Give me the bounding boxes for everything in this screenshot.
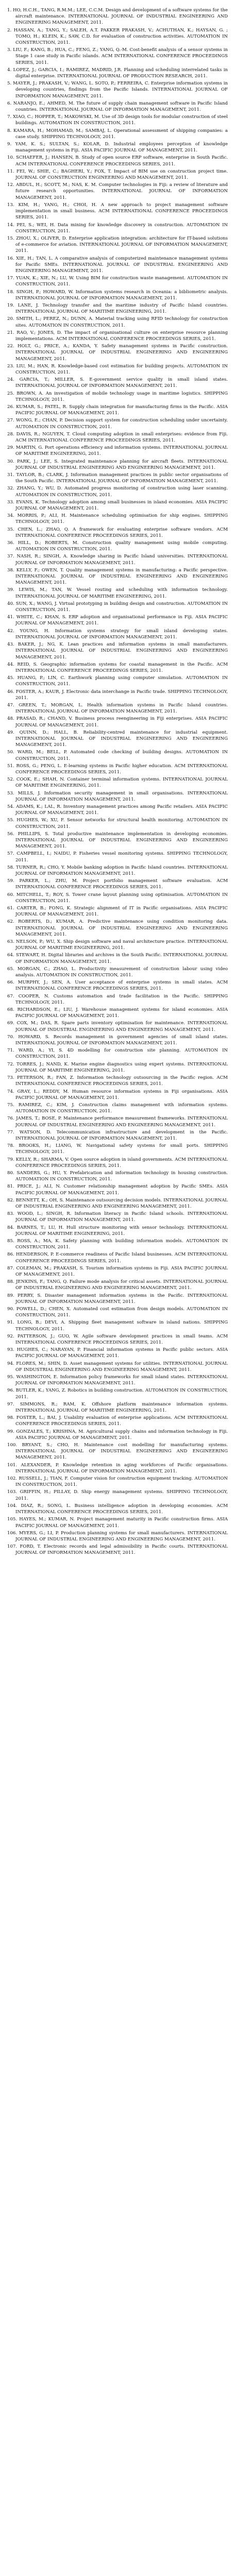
reference-entry: 106. MYERS, G.; LI, P. Production planning systems for small manufacturers. INTERNATIONAL JOURNAL OF INDUSTRIAL ENGINEERING AND ENGINEERING MANAGEMENT, 2011. — [7, 1530, 228, 1542]
reference-entry: 77. WATSON, D. Telecommunication infrastructure and development in the Pacific. INTERNATIONAL JOURNAL OF INFORMATION MANAGEMENT, 2011. — [7, 1129, 228, 1141]
reference-entry: 46. FOSTER, A.; KAUR, J. Electronic data interchange in Pacific trade. SHIPPING TECHNOLOGY, 2011. — [7, 689, 228, 701]
reference-entry: 53. MILLS, J. Information security management in small organisations. INTERNATIONAL JOURNAL OF INFORMATION MANAGEMENT, 2011. — [7, 790, 228, 802]
reference-entry: 25. BROWN, A. An investigation of mobile technology usage in maritime logistics. SHIPPING TECHNOLOGY, 2011. — [7, 391, 228, 402]
reference-entry: 21. RAO, V.; JONES, D. The impact of organisational culture on enterprise resource planning implementations. ACM INTERNATIONAL CONFERENCE PROCEEDINGS SERIES, 2011. — [7, 330, 228, 342]
reference-entry: 84. BARNES, T.; LU, H. Hull structure monitoring with sensor technology. INTERNATIONAL JOURNAL OF MARITIME ENGINEERING, 2011. — [7, 1225, 228, 1236]
reference-entry: 19. LANE, J. Technology transfer and the maritime industry of Pacific Island countries. INTERNATIONAL JOURNAL OF MARITIME ENGINEERING, 2011. — [7, 302, 228, 315]
reference-entry: 30. PARK, J.; LEE, S. Integrated maintenance planning for aircraft fleets. INTERNATIONAL JOURNAL OF INDUSTRIAL ENGINEERING AND ENGINEERING MANAGEMENT, 2011. — [7, 459, 228, 470]
reference-entry: 14. PEI, S.; WEI, H. Data mining for knowledge discovery in construction. AUTOMATION IN CONSTRUCTION, 2011. — [7, 222, 228, 234]
reference-entry: 104. DIAZ, R.; SONG, L. Business intelligence adoption in developing economies. ACM INTERNATIONAL CONFERENCE PROCEEDINGS SERIES, 2011. — [7, 1503, 228, 1515]
reference-entry: 39. LEWIS, M.; TAN, W. Vessel routing and scheduling with information technology. INTERNATIONAL JOURNAL OF MARITIME ENGINEERING, 2011. — [7, 587, 228, 599]
reference-entry: 65. MORGAN, C.; ZHAO, L. Productivity measurement of construction labour using video analysis. AUTOMATION IN CONSTRUCTION, 2011. — [7, 966, 228, 978]
reference-entry: 7. XIAO, C.; HOPPER, T.; MAKOWSKI, M. Use of 3D design tools for modular construction of steel buildings. AUTOMATION IN CONSTRUCTION, 2011. — [7, 114, 228, 126]
reference-entry: 69. COX, M.; DAS, R. Spare parts inventory optimisation for maintenance. INTERNATIONAL JOURNAL OF INDUSTRIAL ENGINEERING AND ENGINEERING MANAGEMENT, 2011. — [7, 1021, 228, 1032]
reference-entry: 88. JENKINS, F.; TANG, Q. Failure mode analysis for critical assets. INTERNATIONAL JOURNAL OF INDUSTRIAL ENGINEERING AND ENGINEERING MANAGEMENT, 2011. — [7, 1279, 228, 1291]
reference-entry: 27. WONG, E.; CHAN, P. Decision support system for construction scheduling under uncertainty. AUTOMATION IN CONSTRUCTION, 2011. — [7, 418, 228, 430]
reference-entry: 90. POWELL, D.; CHEN, X. Automated cost estimation from design models. AUTOMATION IN CONSTRUCTION, 2011. — [7, 1307, 228, 1318]
reference-entry: 10. SCHAEFER, J.; HANSEN, B. Study of open source ERP software, enterprise in South Pacific. ACM INTERNATIONAL CONFERENCE PROCEEDINGS SERIES, 2011. — [7, 155, 228, 167]
reference-entry: 1. HO, H.C.H., TANG, R.M.M.; LEE, C.C.M. Design and development of a software systems for the aircraft maintenance. INTERNATIONAL JOURNAL OF INDUSTRIAL ENGINEERING AND ENGINEERING MANAGEMENT, 2011. — [7, 8, 228, 26]
reference-entry: 66. MURPHY, J.; SEN, A. User acceptance of enterprise systems in small states. ACM INTERNATIONAL CONFERENCE PROCEEDINGS SERIES, 2011. — [7, 980, 228, 992]
reference-entry: 45. HUANG, P.; LIN, C. Earthwork planning using computer simulation. AUTOMATION IN CONSTRUCTION, 2011. — [7, 675, 228, 687]
reference-entry: 24. GARCIA, T.; MILLER, S. E-government service quality in small island states. INTERNATIONAL JOURNAL OF INFORMATION MANAGEMENT, 2011. — [7, 377, 228, 389]
reference-entry: 23. LIU, M.; HAN, R. Knowledge-based cost estimation for building projects. AUTOMATION IN CONSTRUCTION, 2011. — [7, 363, 228, 375]
reference-entry: 54. ADAMS, K.; LAL, R. Inventory management practices among Pacific retailers. ASIA PACIFIC JOURNAL OF MANAGEMENT, 2011. — [7, 804, 228, 816]
reference-entry: 3. LIU, F.; KANG, B.; HUA, C.; FENG, Z.; YANG, Q.-M. Cost-benefit analysis of a sensor systems in Stage 1 case study in Pacific islands. ACM INTERNATIONAL CONFERENCE PROCEEDINGS SERIES, 2011. — [7, 47, 228, 65]
reference-entry: 72. TORRES, J.; NAND, K. Marine engine diagnostics using expert systems. INTERNATIONAL JOURNAL OF MARITIME ENGINEERING, 2011. — [7, 1061, 228, 1073]
reference-entry: 100. BRYANT, S.; CHO, H. Maintenance cost modelling for manufacturing systems. INTERNATIONAL JOURNAL OF INDUSTRIAL ENGINEERING AND ENGINEERING MANAGEMENT, 2011. — [7, 1443, 228, 1461]
reference-entry: 93. HUGHES, C.; NARAYAN, P. Financial information systems in Pacific public sectors. ASIA PACIFIC JOURNAL OF MANAGEMENT, 2011. — [7, 1347, 228, 1359]
reference-entry: 60. MITCHELL, T.; ROY, S. Tower crane layout planning using optimisation. AUTOMATION IN CONSTRUCTION, 2011. — [7, 892, 228, 904]
reference-entry: 107. FORD, T. Electronic records and legal admissibility in Pacific courts. INTERNATIONAL JOURNAL OF INFORMATION MANAGEMENT, 2011. — [7, 1544, 228, 1556]
reference-entry: 49. QUINN, D.; HALL, B. Reliability-centred maintenance for industrial equipment. INTERNATIONAL JOURNAL OF INDUSTRIAL ENGINEERING AND ENGINEERING MANAGEMENT, 2011. — [7, 730, 228, 748]
reference-entry: 58. TURNER, R.; CHO, Y. Mobile banking adoption in Pacific Island countries. INTERNATIONAL JOURNAL OF INFORMATION MANAGEMENT, 2011. — [7, 865, 228, 876]
reference-entry: 79. KELLY, R.; SHARMA, V. Open source adoption in island governments. ACM INTERNATIONAL CONFERENCE PROCEEDINGS SERIES, 2011. — [7, 1157, 228, 1168]
reference-entry: 29. MARTIN, G. Port operations efficiency and information systems. INTERNATIONAL JOURNAL OF MARITIME ENGINEERING, 2011. — [7, 445, 228, 457]
reference-entry: 37. NASH, R.; SINGH, A. Knowledge sharing in Pacific Island universities. INTERNATIONAL JOURNAL OF INFORMATION MANAGEMENT, 2011. — [7, 554, 228, 566]
reference-entry: 5. MAYER, J.; PRAKASH, V.; WANG, L. SOTO, P.; FERREIRA, C. Enterprise information systems in developing countries, findings from the Pacific Islands. INTERNATIONAL JOURNAL OF INFORMATION MANAGEMENT, 2011. — [7, 81, 228, 99]
reference-entry: 63. NELSON, P.; WU, X. Ship design software and naval architecture practice. INTERNATIONAL JOURNAL OF MARITIME ENGINEERING, 2011. — [7, 939, 228, 951]
reference-entry: 103. GRIFFIN, H.; PILLAY, D. Ship energy management systems. SHIPPING TECHNOLOGY, 2011. — [7, 1489, 228, 1501]
reference-entry: 9. YAM, K. S.; SULTAN, S.; KOLAR, D. Industrial employees perception of knowledge management systems in Fiji. ASIA PACIFIC JOURNAL OF MANAGEMENT, 2011. — [7, 142, 228, 154]
reference-entry: 86. HENDERSON, P. E-commerce readiness of Pacific Island businesses. ACM INTERNATIONAL CONFERENCE PROCEEDINGS SERIES, 2011. — [7, 1252, 228, 1264]
reference-entry: 82. BENNETT, K.; OH, S. Maintenance outsourcing decision models. INTERNATIONAL JOURNAL OF INDUSTRIAL ENGINEERING AND ENGINEERING MANAGEMENT, 2011. — [7, 1197, 228, 1209]
reference-entry: 102. RUSSELL, J.; TIAN, F. Computer vision for construction equipment tracking. AUTOMATION IN CONSTRUCTION, 2011. — [7, 1476, 228, 1488]
reference-entry: 74. GRAY, L.; REDDY, M. Human resource information systems in Fiji organisations. ASIA PACIFIC JOURNAL OF MANAGEMENT, 2011. — [7, 1089, 228, 1100]
reference-entry: 83. WOOD, L.; SINGH, R. Information literacy in Pacific Island schools. INTERNATIONAL JOURNAL OF INFORMATION MANAGEMENT, 2011. — [7, 1211, 228, 1223]
reference-entry: 96. BUTLER, K.; YANG, Z. Robotics in building construction. AUTOMATION IN CONSTRUCTION, 2011. — [7, 1388, 228, 1400]
reference-entry: 50. WARD, M.; BELL, P. Automated code checking of building designs. AUTOMATION IN CONSTRUCTION, 2011. — [7, 750, 228, 761]
reference-entry: 38. KELLY, F.; OWEN, T. Quality management systems in manufacturing: a Pacific perspective. INTERNATIONAL JOURNAL OF INDUSTRIAL ENGINEERING AND ENGINEERING MANAGEMENT, 2011. — [7, 567, 228, 586]
reference-entry: 11. FEI, W.; SHIE, C.; BAGHERI, Y.; FOX, T. Impact of BIM use on construction project time. JOURNAL OF CONSTRUCTION ENGINEERING AND MANAGEMENT, 2011. — [7, 168, 228, 181]
reference-entry: 47. GREEN, T.; MORGAN, L. Health information systems in Pacific Island countries. INTERNATIONAL JOURNAL OF INFORMATION MANAGEMENT, 2011. — [7, 702, 228, 715]
reference-entry: 52. COOK, E.; SHAH, N. Container terminal information systems. INTERNATIONAL JOURNAL OF MARITIME ENGINEERING, 2011. — [7, 777, 228, 789]
reference-entry: 13. KIM, H.; YANG, H.; CHOI, H. A new approach to project management software implementation in small business. ACM INTERNATIONAL CONFERENCE PROCEEDINGS SERIES, 2011. — [7, 202, 228, 221]
reference-entry: 33. EVANS, K. Technology adoption among small businesses in island economies. ASIA PACIFIC JOURNAL OF MANAGEMENT, 2011. — [7, 499, 228, 512]
reference-entry: 70. HOWARD, S. Records management in government agencies of small island states. INTERNATIONAL JOURNAL OF INFORMATION MANAGEMENT, 2011. — [7, 1034, 228, 1046]
reference-entry: 42. YOUNG, H. Information systems strategy for small island developing states. INTERNATIONAL JOURNAL OF INFORMATION MANAGEMENT, 2011. — [7, 628, 228, 640]
reference-entry: 85. ROSS, A.; MA, K. Safety planning with building information models. AUTOMATION IN CONSTRUCTION, 2011. — [7, 1238, 228, 1250]
reference-entry: 43. BAKER, J.; NG, K. Lean practices and information systems in small manufacturers. INTERNATIONAL JOURNAL OF INDUSTRIAL ENGINEERING AND ENGINEERING MANAGEMENT, 2011. — [7, 642, 228, 660]
reference-entry: 80. SANDERS, G.; HU, Y. Prefabrication and information technology in housing construction. AUTOMATION IN CONSTRUCTION, 2011. — [7, 1170, 228, 1182]
reference-entry: 101. ALEXANDER, P. Knowledge retention in aging workforces of Pacific organisations. INTERNATIONAL JOURNAL OF INFORMATION MANAGEMENT, 2011. — [7, 1462, 228, 1474]
reference-entry: 62. ROBERTS, D.; KUMAR, A. Predictive maintenance using condition monitoring data. INTERNATIONAL JOURNAL OF INDUSTRIAL ENGINEERING AND ENGINEERING MANAGEMENT, 2011. — [7, 919, 228, 937]
reference-entry: 61. CARTER, B.; FONG, K. Strategic alignment of IT in Pacific organisations. ASIA PACIFIC JOURNAL OF MANAGEMENT, 2011. — [7, 906, 228, 918]
reference-entry: 2. HASSAN, A.; TANG, Y.; SALEH, A.T. PAKKER PRAKASH, V.; ACHUTHAN, K.; HAYSAN, G. ; TOMO, H.; KLEIN, K.; SAW, C.D. for evaluation of construction activities. AUTOMATION IN CONSTRUCTION, 2011. — [7, 27, 228, 46]
reference-entry: 36. HILL, D.; ROBERTS, M. Construction quality management using mobile computing. AUTOMATION IN CONSTRUCTION, 2011. — [7, 540, 228, 552]
reference-entry: 16. XIE, H.; TAN, L. A comparative analysis of computerized maintenance management systems for Pacific SMEs. INTERNATIONAL JOURNAL OF INDUSTRIAL ENGINEERING AND ENGINEERING MANAGEMENT, 2011. — [7, 256, 228, 274]
reference-entry: 68. RICHARDSON, E.; LIU, J. Warehouse management systems for island economies. ASIA PACIFIC JOURNAL OF MANAGEMENT, 2011. — [7, 1007, 228, 1019]
reference-entry: 59. PARKER, L.; ZHU, M. Project portfolio management software evaluation. ACM INTERNATIONAL CONFERENCE PROCEEDINGS SERIES, 2011. — [7, 878, 228, 890]
reference-entry: 48. PRASAD, R.; CHAND, V. Business process reengineering in Fiji enterprises. ASIA PACIFIC JOURNAL OF MANAGEMENT, 2011. — [7, 716, 228, 728]
reference-entry: 98. FOSTER, L.; BAI, J. Usability evaluation of enterprise applications. ACM INTERNATIONAL CONFERENCE PROCEEDINGS SERIES, 2011. — [7, 1415, 228, 1427]
reference-entry: 51. ROSS, G.; PENG, L. E-learning systems in Pacific higher education. ACM INTERNATIONAL CONFERENCE PROCEEDINGS SERIES, 2011. — [7, 763, 228, 775]
reference-entry: 92. PATTERSON, J.; GUO, W. Agile software development practices in small teams. ACM INTERNATIONAL CONFERENCE PROCEEDINGS SERIES, 2011. — [7, 1333, 228, 1346]
reference-entry: 17. YUAN, K.; XIE, N.; LU, W. Using BIM for construction waste management. AUTOMATION IN CONSTRUCTION, 2011. — [7, 276, 228, 287]
reference-entry: 105. HAYES, M.; KUMAR, N. Project management maturity in Pacific construction firms. ASIA PACIFIC JOURNAL OF MANAGEMENT, 2011. — [7, 1517, 228, 1529]
reference-entry: 73. PETERSON, R.; FAN, Z. Information technology outsourcing in the Pacific region. ACM INTERNATIONAL CONFERENCE PROCEEDINGS SERIES, 2011. — [7, 1075, 228, 1087]
reference-entry: 75. RAMIREZ, C.; KIM, J. Construction claims management with information systems. AUTOMATION IN CONSTRUCTION, 2011. — [7, 1102, 228, 1114]
reference-entry: 57. CAMPBELL, I.; NAIDU, P. Fisheries vessel monitoring systems. SHIPPING TECHNOLOGY, 2011. — [7, 851, 228, 863]
reference-entry: 95. WASHINGTON, E. Information policy frameworks for small island states. INTERNATIONAL JOURNAL OF INFORMATION MANAGEMENT, 2011. — [7, 1375, 228, 1386]
reference-entry: 41. WHITE, C.; KHAN, S. ERP adoption and organisational performance in Fiji. ASIA PACIFIC JOURNAL OF MANAGEMENT, 2011. — [7, 615, 228, 626]
reference-list — [7, 7, 228, 1556]
reference-entry: 67. COOPER, N. Customs automation and trade facilitation in the Pacific. SHIPPING TECHNOLOGY, 2011. — [7, 993, 228, 1005]
reference-entry: 20. SMITH, L.; PEREZ, N.; DUNN, A. Material tracking using RFID technology for construction sites. AUTOMATION IN CONSTRUCTION, 2011. — [7, 316, 228, 328]
reference-entry: 81. PRICE, J.; ALI, N. Customer relationship management adoption by Pacific SMEs. ASIA PACIFIC JOURNAL OF MANAGEMENT, 2011. — [7, 1184, 228, 1196]
reference-entry: 71. WARD, A.; YI, S. 4D modelling for construction site planning. AUTOMATION IN CONSTRUCTION, 2011. — [7, 1048, 228, 1060]
reference-entry: 56. PHILLIPS, S. Total productive maintenance implementation in developing economies. INTERNATIONAL JOURNAL OF INDUSTRIAL ENGINEERING AND ENGINEERING MANAGEMENT, 2011. — [7, 831, 228, 850]
reference-entry: 34. MORRIS, P.; ALI, H. Maintenance scheduling optimisation for ship engines. SHIPPING TECHNOLOGY, 2011. — [7, 513, 228, 525]
reference-entry: 40. SUN, X.; WANG, J. Virtual prototyping in building design and construction. AUTOMATION IN CONSTRUCTION, 2011. — [7, 601, 228, 613]
reference-entry: 44. REID, S. Geographic information systems for coastal management in the Pacific. ACM INTERNATIONAL CONFERENCE PROCEEDINGS SERIES, 2011. — [7, 662, 228, 673]
reference-entry: 99. GONZALES, T.; KRISHNA, M. Agricultural supply chains and information technology in Fiji. ASIA PACIFIC JOURNAL OF MANAGEMENT, 2011. — [7, 1429, 228, 1440]
reference-entry: 22. HOLT, G.; PRICE, A.; KANDA, Y. Safety management systems in Pacific construction. INTERNATIONAL JOURNAL OF INDUSTRIAL ENGINEERING AND ENGINEERING MANAGEMENT, 2011. — [7, 344, 228, 362]
reference-entry: 76. JAMES, T.; BOSE, P. Maintenance performance measurement frameworks. INTERNATIONAL JOURNAL OF INDUSTRIAL ENGINEERING AND ENGINEERING MANAGEMENT, 2011. — [7, 1116, 228, 1128]
reference-entry: 78. BROOKS, H.; LIANG, W. Navigational safety systems for small ports. SHIPPING TECHNOLOGY, 2011. — [7, 1143, 228, 1155]
reference-entry: 26. KUMAR, S.; PATEL, R. Supply chain integration for manufacturing firms in the Pacific. ASIA PACIFIC JOURNAL OF MANAGEMENT, 2011. — [7, 404, 228, 416]
reference-entry: 8. KAMARA, H.; MOHAMAD, M.; SAMBAJ, L. Operational assessment of shipping companies: a case study. SHIPPING TECHNOLOGY, 2011. — [7, 128, 228, 140]
reference-entry: 55. HUGHES, W.; XU, F. Sensor networks for structural health monitoring. AUTOMATION IN CONSTRUCTION, 2011. — [7, 818, 228, 829]
reference-entry: 15. ZHOU, X.; OLIVER, D. Enterprise application integration: architecture for IT-based solutions of e-commerce for aviation. INTERNATIONAL JOURNAL OF INFORMATION MANAGEMENT, 2011. — [7, 235, 228, 254]
reference-entry: 97. SIMMONS, R.; RAM, K. Offshore platform maintenance information systems. INTERNATIONAL JOURNAL OF MARITIME ENGINEERING, 2011. — [7, 1401, 228, 1414]
reference-entry: 31. TAYLOR, B.; CLARK, J. Information management practices in public sector organisations of the South Pacific. INTERNATIONAL JOURNAL OF INFORMATION MANAGEMENT, 2011. — [7, 472, 228, 484]
reference-entry: 18. SINGH, P.; HOWARD, W. Information systems research in Oceania: a bibliometric analysis. INTERNATIONAL JOURNAL OF INFORMATION MANAGEMENT, 2011. — [7, 289, 228, 301]
reference-entry: 6. NARANJO, E.; AHMED, M. The future of supply chain management software in Pacific Island countries. INTERNATIONAL JOURNAL OF INFORMATION MANAGEMENT, 2011. — [7, 100, 228, 113]
reference-entry: 94. FLORES, M.; SHIN, D. Asset management systems for utilities. INTERNATIONAL JOURNAL OF INDUSTRIAL ENGINEERING AND ENGINEERING MANAGEMENT, 2011. — [7, 1361, 228, 1372]
reference-entry: 32. ZHANG, Y.; WU, D. Automated progress monitoring of construction using laser scanning. AUTOMATION IN CONSTRUCTION, 2011. — [7, 486, 228, 498]
reference-entry: 28. DAVIS, R.; NGUYEN, T. Cloud computing adoption in small enterprises: evidence from Fiji. ACM INTERNATIONAL CONFERENCE PROCEEDINGS SERIES, 2011. — [7, 431, 228, 443]
reference-entry: 87. COLEMAN, M.; PRAKASH, S. Tourism information systems in Fiji. ASIA PACIFIC JOURNAL OF MANAGEMENT, 2011. — [7, 1265, 228, 1277]
reference-entry: 4. LOPEZ, J.; GARCIA, I.; RAMIREZ, MADRID, J.R. Planning and scheduling interrelated tasks in digital enterprise. INTERNATIONAL JOURNAL OF PRODUCTION RESEARCH, 2011. — [7, 67, 228, 79]
reference-entry: 89. PERRY, S. Disaster management information systems in the Pacific. INTERNATIONAL JOURNAL OF INFORMATION MANAGEMENT, 2011. — [7, 1293, 228, 1304]
reference-entry: 12. ABDUL, H.; SCOTT, M.; NAS, K. M. Computer technologies in Fiji: a review of literature and future research opportunities. INTERNATIONAL JOURNAL OF INFORMATION MANAGEMENT, 2011. — [7, 182, 228, 200]
reference-entry: 35. CHEN, L.; ZHAO, Q. A framework for evaluating enterprise software vendors. ACM INTERNATIONAL CONFERENCE PROCEEDINGS SERIES, 2011. — [7, 527, 228, 538]
reference-entry: 91. LONG, B.; DEVI, A. Shipping fleet management software in island nations. SHIPPING TECHNOLOGY, 2011. — [7, 1320, 228, 1332]
reference-entry: 64. STEWART, H. Digital libraries and archives in the South Pacific. INTERNATIONAL JOURNAL OF INFORMATION MANAGEMENT, 2011. — [7, 953, 228, 964]
